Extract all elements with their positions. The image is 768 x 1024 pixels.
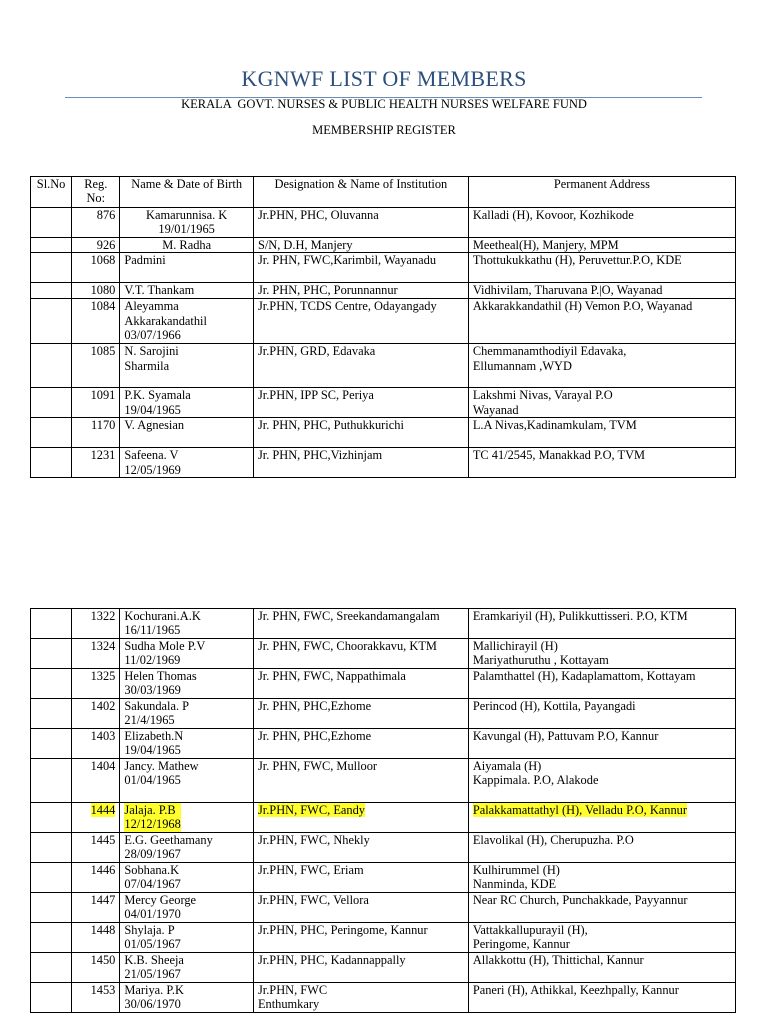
sl-no-cell	[31, 862, 72, 892]
designation-cell: Jr. PHN, PHC, Puthukkurichi	[253, 418, 468, 448]
reg-no-cell: 876	[72, 208, 120, 238]
sl-no-cell	[31, 344, 72, 388]
header-name-dob: Name & Date of Birth	[120, 177, 254, 208]
header-sl-no: Sl.No	[31, 177, 72, 208]
name-cell: P.K. Syamala 19/04/1965	[120, 388, 254, 418]
sl-no-cell	[31, 418, 72, 448]
members-table-1	[30, 176, 736, 478]
table-row	[31, 208, 736, 238]
table-row	[31, 448, 736, 478]
address-cell: Palamthattel (H), Kadaplamattom, Kottayam	[468, 669, 735, 699]
designation-cell: Jr.PHN, PHC, Oluvanna	[253, 208, 468, 238]
designation-cell: S/N, D.H, Manjery	[253, 237, 468, 252]
name-cell: E.G. Geethamany 28/09/1967	[120, 832, 254, 862]
register-heading: MEMBERSHIP REGISTER	[312, 123, 456, 137]
header-row	[31, 177, 736, 208]
sl-no-cell	[31, 448, 72, 478]
reg-no-cell: 1446	[72, 862, 120, 892]
address-cell: Chemmanamthodiyil Edavaka, Ellumannam ,WYD	[468, 344, 735, 388]
address-cell: Paneri (H), Athikkal, Keezhpally, Kannur	[468, 982, 735, 1012]
address-cell: Lakshmi Nivas, Varayal P.O Wayanad	[468, 388, 735, 418]
reg-no-cell: 1068	[72, 253, 120, 283]
table-row	[31, 609, 736, 639]
sl-no-cell	[31, 832, 72, 862]
address-cell: Allakkottu (H), Thittichal, Kannur	[468, 952, 735, 982]
name-cell: M. Radha	[120, 237, 254, 252]
name-cell: N. Sarojini Sharmila	[120, 344, 254, 388]
name-cell: Padmini	[120, 253, 254, 283]
address-cell: Kavungal (H), Pattuvam P.O, Kannur	[468, 728, 735, 758]
table-row	[31, 758, 736, 802]
address-cell: Kalladi (H), Kovoor, Kozhikode	[468, 208, 735, 238]
designation-cell	[253, 802, 468, 832]
sl-no-cell	[31, 299, 72, 344]
sl-no-cell	[31, 922, 72, 952]
address-cell: Meetheal(H), Manjery, MPM	[468, 237, 735, 252]
name-cell: V. Agnesian	[120, 418, 254, 448]
sl-no-cell	[31, 388, 72, 418]
address-cell: Near RC Church, Punchakkade, Payyannur	[468, 892, 735, 922]
designation-cell: Jr. PHN, PHC,Ezhome	[253, 698, 468, 728]
address-cell: Elavolikal (H), Cherupuzha. P.O	[468, 832, 735, 862]
name-cell: K.B. Sheeja 21/05/1967	[120, 952, 254, 982]
reg-no-cell: 1324	[72, 639, 120, 669]
reg-no-cell: 1091	[72, 388, 120, 418]
reg-no-cell: 1402	[72, 698, 120, 728]
table-row	[31, 639, 736, 669]
designation-cell: Jr. PHN, PHC,Vizhinjam	[253, 448, 468, 478]
sl-no-cell	[31, 669, 72, 699]
highlighted-text: Jalaja. P.B 12/12/1968	[124, 802, 181, 832]
address-cell: Akkarakkandathil (H) Vemon P.O, Wayanad	[468, 299, 735, 344]
address-cell: L.A Nivas,Kadinamkulam, TVM	[468, 418, 735, 448]
reg-no-cell: 1447	[72, 892, 120, 922]
designation-cell: Jr.PHN, PHC, Peringome, Kannur	[253, 922, 468, 952]
address-cell: TC 41/2545, Manakkad P.O, TVM	[468, 448, 735, 478]
sl-no-cell	[31, 952, 72, 982]
address-cell	[468, 802, 735, 832]
table-row	[31, 253, 736, 283]
name-cell: Shylaja. P 01/05/1967	[120, 922, 254, 952]
document-subtitle: KERALA GOVT. NURSES & PUBLIC HEALTH NURSES WELFARE FUND	[181, 97, 587, 111]
name-cell: V.T. Thankam	[120, 283, 254, 299]
sl-no-cell	[31, 639, 72, 669]
sl-no-cell	[31, 253, 72, 283]
reg-no-cell: 1403	[72, 728, 120, 758]
name-cell	[120, 802, 254, 832]
address-cell: Eramkariyil (H), Pulikkuttisseri. P.O, KTM	[468, 609, 735, 639]
designation-cell: Jr. PHN, PHC,Ezhome	[253, 728, 468, 758]
reg-no-cell: 1231	[72, 448, 120, 478]
name-cell: Safeena. V 12/05/1969	[120, 448, 254, 478]
name-cell: Elizabeth.N 19/04/1965	[120, 728, 254, 758]
name-cell: Mariya. P.K 30/06/1970	[120, 982, 254, 1012]
sl-no-cell	[31, 283, 72, 299]
name-cell: Sudha Mole P.V 11/02/1969	[120, 639, 254, 669]
reg-no-cell: 1084	[72, 299, 120, 344]
name-cell: Kamarunnisa. K 19/01/1965	[120, 208, 254, 238]
designation-cell: Jr.PHN, FWC, Vellora	[253, 892, 468, 922]
table-row	[31, 669, 736, 699]
table-row	[31, 922, 736, 952]
designation-cell: Jr.PHN, GRD, Edavaka	[253, 344, 468, 388]
reg-no-cell: 1453	[72, 982, 120, 1012]
table-row	[31, 892, 736, 922]
reg-no-cell: 1085	[72, 344, 120, 388]
sl-no-cell	[31, 237, 72, 252]
address-cell: Thottukukkathu (H), Peruvettur.P.O, KDE	[468, 253, 735, 283]
reg-no-cell	[72, 802, 120, 832]
name-cell: Helen Thomas 30/03/1969	[120, 669, 254, 699]
table-row	[31, 344, 736, 388]
table-row	[31, 952, 736, 982]
header-reg-no: Reg. No:	[72, 177, 120, 208]
designation-cell: Jr.PHN, TCDS Centre, Odayangady	[253, 299, 468, 344]
table-row	[31, 299, 736, 344]
address-cell: Vattakkallupurayil (H), Peringome, Kannur	[468, 922, 735, 952]
name-cell: Mercy George 04/01/1970	[120, 892, 254, 922]
table-row	[31, 283, 736, 299]
designation-cell: Jr.PHN, FWC, Eriam	[253, 862, 468, 892]
reg-no-cell: 1445	[72, 832, 120, 862]
members-table-2	[30, 608, 736, 1013]
reg-no-cell: 1080	[72, 283, 120, 299]
designation-cell: Jr.PHN, IPP SC, Periya	[253, 388, 468, 418]
name-cell: Aleyamma Akkarakandathil 03/07/1966	[120, 299, 254, 344]
designation-cell: Jr. PHN, FWC, Choorakkavu, KTM	[253, 639, 468, 669]
reg-no-cell: 1170	[72, 418, 120, 448]
table-row	[31, 862, 736, 892]
sl-no-cell	[31, 208, 72, 238]
address-cell: Perincod (H), Kottila, Payangadi	[468, 698, 735, 728]
table-row	[31, 832, 736, 862]
name-cell: Sakundala. P 21/4/1965	[120, 698, 254, 728]
table-row	[31, 698, 736, 728]
designation-cell: Jr.PHN, PHC, Kadannappally	[253, 952, 468, 982]
name-cell: Kochurani.A.K 16/11/1965	[120, 609, 254, 639]
sl-no-cell	[31, 758, 72, 802]
address-cell: Aiyamala (H) Kappimala. P.O, Alakode	[468, 758, 735, 802]
designation-cell: Jr. PHN, FWC, Sreekandamangalam	[253, 609, 468, 639]
sl-no-cell	[31, 982, 72, 1012]
name-cell: Sobhana.K 07/04/1967	[120, 862, 254, 892]
designation-cell: Jr.PHN, FWC Enthumkary	[253, 982, 468, 1012]
table-row	[31, 237, 736, 252]
sl-no-cell	[31, 698, 72, 728]
sl-no-cell	[31, 802, 72, 832]
reg-no-cell: 1404	[72, 758, 120, 802]
sl-no-cell	[31, 728, 72, 758]
reg-no-cell: 1448	[72, 922, 120, 952]
table-row	[31, 418, 736, 448]
address-cell: Kulhirummel (H) Nanminda, KDE	[468, 862, 735, 892]
designation-cell: Jr. PHN, PHC, Porunnannur	[253, 283, 468, 299]
table-row-highlighted	[31, 802, 736, 832]
name-cell: Jancy. Mathew 01/04/1965	[120, 758, 254, 802]
sl-no-cell	[31, 892, 72, 922]
sl-no-cell	[31, 609, 72, 639]
address-cell: Vidhivilam, Tharuvana P.|O, Wayanad	[468, 283, 735, 299]
table-row	[31, 728, 736, 758]
designation-cell: Jr. PHN, FWC, Nappathimala	[253, 669, 468, 699]
reg-no-cell: 1325	[72, 669, 120, 699]
highlighted-text: 1444	[90, 802, 116, 817]
reg-no-cell: 1322	[72, 609, 120, 639]
designation-cell: Jr. PHN, FWC,Karimbil, Wayanadu	[253, 253, 468, 283]
reg-no-cell: 1450	[72, 952, 120, 982]
address-cell: Mallichirayil (H) Mariyathuruthu , Kottayam	[468, 639, 735, 669]
designation-cell: Jr. PHN, FWC, Mulloor	[253, 758, 468, 802]
table-row	[31, 388, 736, 418]
header-address: Permanent Address	[468, 177, 735, 208]
document-title: KGNWF LIST OF MEMBERS	[241, 66, 527, 91]
highlighted-text: Palakkamattathyl (H), Velladu P.O, Kannur	[472, 802, 687, 817]
designation-cell: Jr.PHN, FWC, Nhekly	[253, 832, 468, 862]
table-row	[31, 982, 736, 1012]
header-designation: Designation & Name of Institution	[253, 177, 468, 208]
highlighted-text: Jr.PHN, FWC, Eandy	[257, 802, 365, 817]
reg-no-cell: 926	[72, 237, 120, 252]
